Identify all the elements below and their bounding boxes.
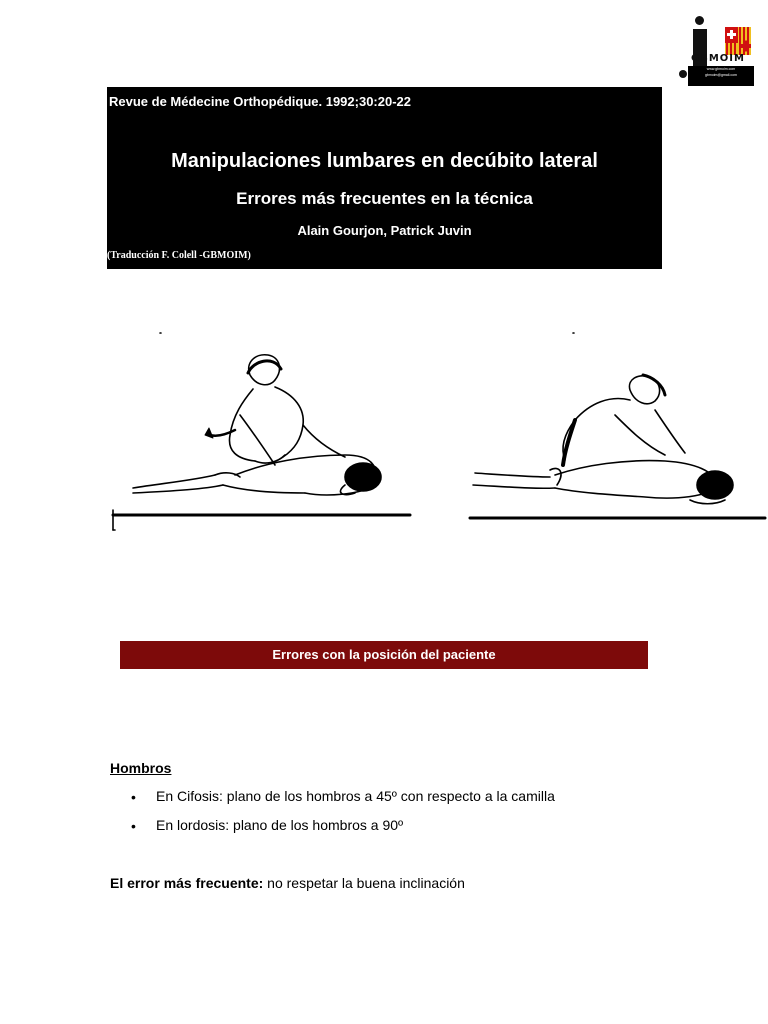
- logo-email: gbmoim@gmail.com: [705, 73, 737, 77]
- hombros-heading: Hombros: [110, 760, 172, 776]
- catalan-flag-cross-icon: [725, 27, 751, 55]
- article-authors: Alain Gourjon, Patrick Juvin: [297, 223, 472, 238]
- logo-website: www.gbmoim.com: [706, 67, 736, 71]
- hombros-list: [131, 788, 555, 846]
- logo-dot-bottom: [679, 70, 687, 78]
- article-header: [107, 87, 662, 269]
- bullet-icon: •: [131, 789, 136, 805]
- translation-credit: (Traducción F. Colell -GBMOIM): [107, 250, 251, 261]
- logo-info-box: [688, 66, 754, 86]
- logo-brand: GBMOIM: [691, 53, 745, 64]
- section-heading-patient-position: Errores con la posición del paciente: [120, 641, 648, 669]
- list-item: [131, 788, 555, 817]
- article-title: Manipulaciones lumbares en decúbito lateral: [171, 150, 598, 172]
- list-item-text: En lordosis: plano de los hombros a 90º: [156, 817, 404, 833]
- list-item: [131, 817, 555, 846]
- article-subtitle: Errores más frecuentes en la técnica: [236, 189, 533, 208]
- journal-citation: Revue de Médecine Orthopédique. 1992;30:20-22: [109, 94, 411, 109]
- error-label: El error más frecuente:: [110, 875, 264, 891]
- manipulation-illustration-right: [465, 325, 768, 530]
- most-frequent-error: [110, 875, 465, 891]
- logo-dot-top: [695, 16, 704, 25]
- list-item-text: En Cifosis: plano de los hombros a 45º con respecto a la camilla: [156, 788, 555, 804]
- bullet-icon: •: [131, 818, 136, 834]
- gbmoim-logo: [677, 14, 753, 86]
- manipulation-illustration-left: [105, 325, 415, 535]
- error-text: no respetar la buena inclinación: [263, 875, 465, 891]
